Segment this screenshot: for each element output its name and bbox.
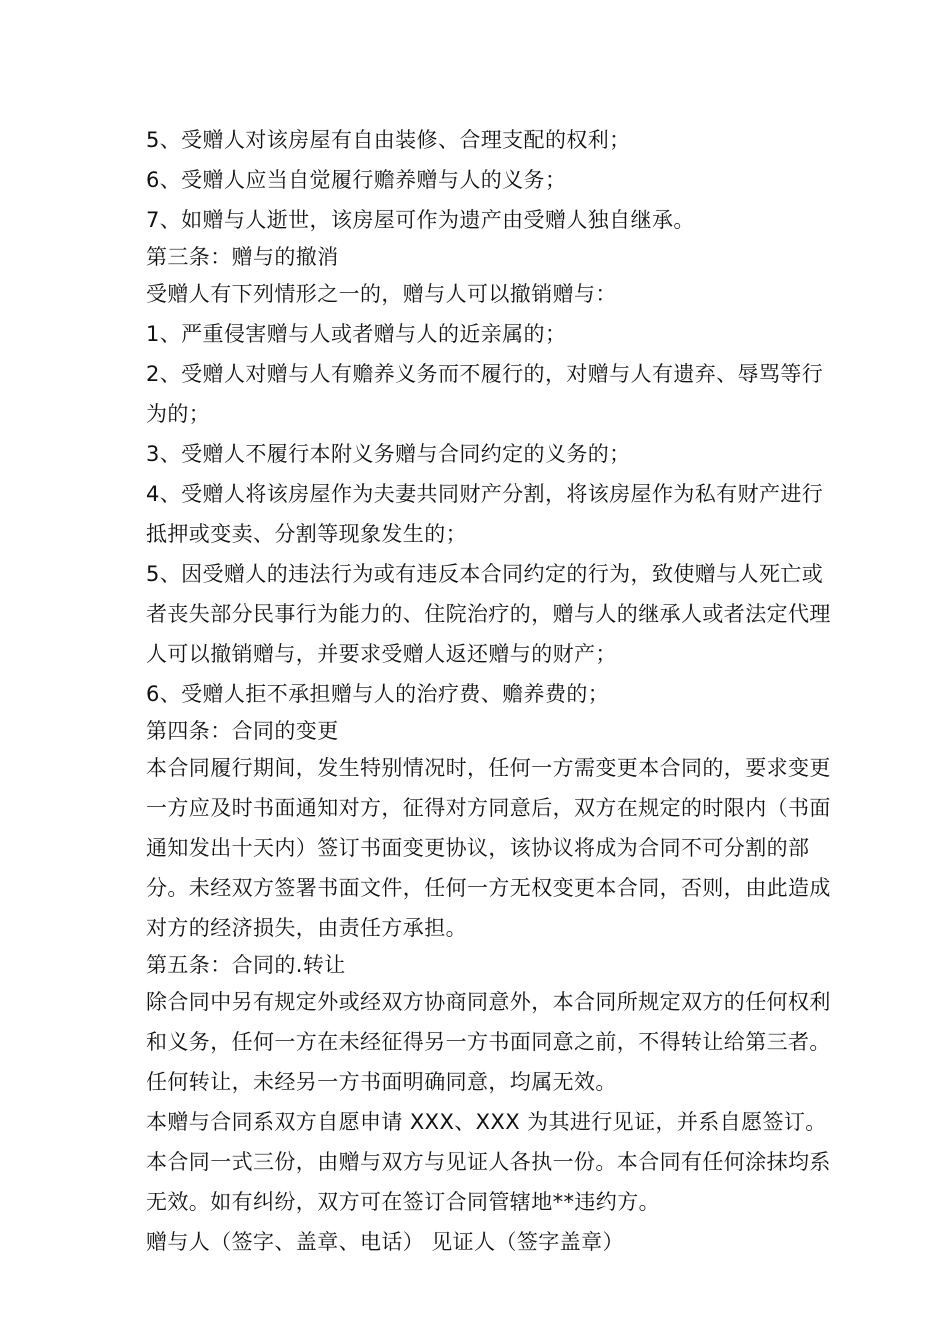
section-intro: 受赠人有下列情形之一的，赠与人可以撤销赠与： xyxy=(146,282,617,306)
clause-item: 6、受赠人拒不承担赠与人的治疗费、赡养费的； xyxy=(146,682,610,706)
body-paragraph: 本合同一式三份，由赠与双方与见证人各执一份。本合同有任何涂抹均系无效。如有纠纷，双方可在签订合同管辖地**违约方。 xyxy=(146,1150,831,1214)
section-heading: 第五条：合同的.转让 xyxy=(146,953,346,977)
section-heading: 第四条：合同的变更 xyxy=(146,719,339,743)
clause-item: 3、受赠人不履行本附义务赠与合同约定的义务的； xyxy=(146,442,631,466)
body-paragraph: 本赠与合同系双方自愿申请 XXX、XXX 为其进行见证，并系自愿签订。 xyxy=(146,1110,827,1134)
body-paragraph: 除合同中另有规定外或经双方协商同意外，本合同所规定双方的任何权利和义务，任何一方在未经征得另一方书面同意之前，不得转让给第三者。任何转让，未经另一方书面明确同意，均属无效。 xyxy=(146,990,831,1094)
clause-item: 1、严重侵害赠与人或者赠与人的近亲属的； xyxy=(146,322,567,346)
clause-item: 2、受赠人对赠与人有赡养义务而不履行的，对赠与人有遗弃、辱骂等行为的； xyxy=(146,362,824,426)
signature-line: 赠与人（签字、盖章、电话） 见证人（签字盖章） xyxy=(146,1230,624,1254)
body-paragraph: 本合同履行期间，发生特别情况时，任何一方需变更本合同的，要求变更一方应及时书面通知对方，征得对方同意后，双方在规定的时限内（书面通知发出十天内）签订书面变更协议，该协议将成为合同不可分割的部分。未经双方签署书面文件，任何一方无权变更本合同，否则，由此造成对方的经济损失，由责任方承担。 xyxy=(146,756,831,940)
document-body xyxy=(146,120,836,1262)
clause-item: 5、因受赠人的违法行为或有违反本合同约定的行为，致使赠与人死亡或者丧失部分民事行为能力的、住院治疗的，赠与人的继承人或者法定代理人可以撤销赠与，并要求受赠人返还赠与的财产； xyxy=(146,562,831,666)
section-heading: 第三条：赠与的撤消 xyxy=(146,245,339,269)
clause-item: 4、受赠人将该房屋作为夫妻共同财产分割，将该房屋作为私有财产进行抵押或变卖、分割等现象发生的； xyxy=(146,482,824,546)
clause-item: 7、如赠与人逝世，该房屋可作为遗产由受赠人独自继承。 xyxy=(146,208,695,232)
clause-item: 6、受赠人应当自觉履行赡养赠与人的义务； xyxy=(146,168,567,192)
clause-item: 5、受赠人对该房屋有自由装修、合理支配的权利； xyxy=(146,128,631,152)
